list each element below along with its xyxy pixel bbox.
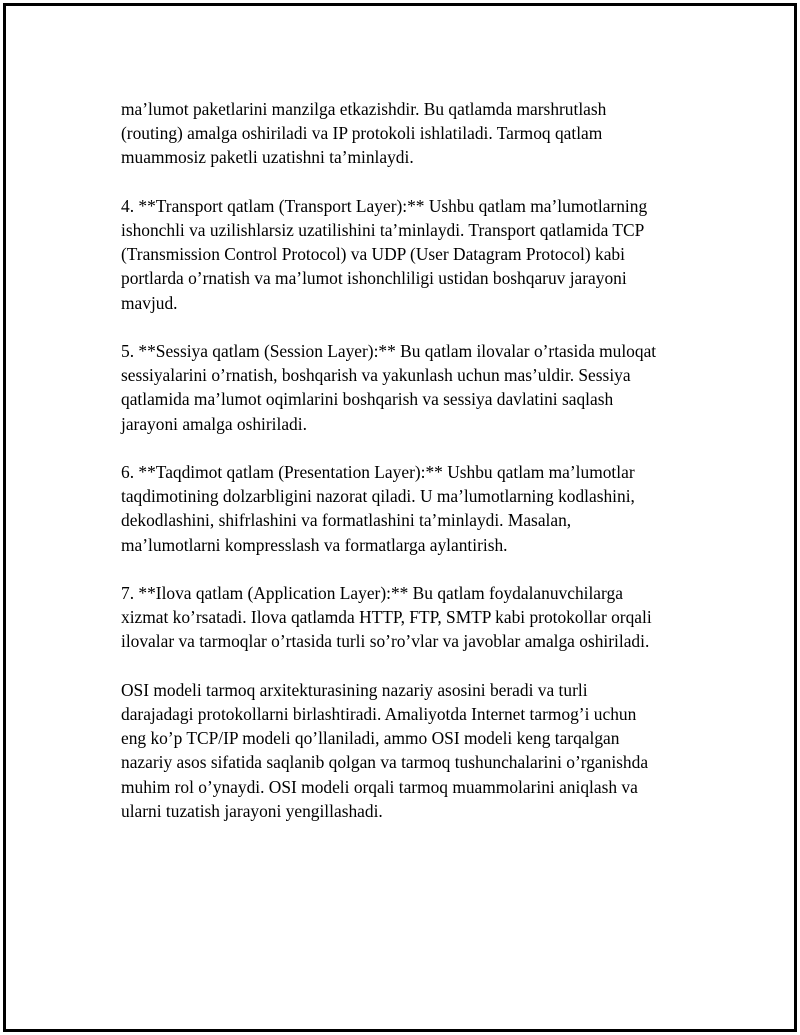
text-line: eng ko’p TCP/IP modeli qo’llaniladi, ammo OSI modeli keng tarqalgan — [121, 728, 620, 749]
text-line: sessiyalarini o’rnatish, boshqarish va yakunlash uchun mas’uldir. Sessiya — [121, 365, 631, 386]
text-line: ishonchli va uzilishlarsiz uzatilishini ta’minlaydi. Transport qatlamida TCP — [121, 220, 645, 240]
paragraph-1 — [121, 97, 721, 170]
paragraph-2 — [121, 194, 721, 315]
text-line: ma’lumot paketlarini manzilga etkazishdir. Bu qatlamda marshrutlash — [121, 99, 607, 119]
text-line: 7. **Ilova qatlam (Application Layer):** Bu qatlam foydalanuvchilarga — [121, 583, 623, 603]
page-frame — [3, 3, 797, 1032]
text-line: 6. **Taqdimot qatlam (Presentation Layer):** Ushbu qatlam ma’lumotlar — [121, 462, 635, 482]
text-line: (Transmission Control Protocol) va UDP (User Datagram Protocol) kabi — [121, 244, 625, 265]
text-line: mavjud. — [121, 292, 178, 313]
text-line: 5. **Sessiya qatlam (Session Layer):** Bu qatlam ilovalar o’rtasida muloqat — [121, 341, 657, 361]
paragraph-6 — [121, 678, 721, 823]
text-line: OSI modeli tarmoq arxitekturasining nazariy asosini beradi va turli — [121, 679, 588, 700]
text-line: xizmat ko’rsatadi. Ilova qatlamda HTTP, FTP, SMTP kabi protokollar orqali — [121, 607, 652, 628]
text-line: dekodlashini, shifrlashini va formatlashini ta’minlaydi. Masalan, — [121, 510, 572, 531]
text-line: taqdimotining dolzarbligini nazorat qiladi. U ma’lumotlarning kodlashini, — [121, 486, 635, 507]
text-line: muammosiz paketli uzatishni ta’minlaydi. — [121, 147, 414, 168]
text-line: jarayoni amalga oshiriladi. — [121, 413, 307, 434]
text-line: nazariy asos sifatida saqlanib qolgan va tarmoq tushunchalarini o’rganishda — [121, 752, 649, 773]
text-line: muhim rol o’ynaydi. OSI modeli orqali tarmoq muammolarini aniqlash va — [121, 776, 638, 797]
document-body — [121, 97, 721, 847]
text-line: ma’lumotlarni kompresslash va formatlarga aylantirish. — [121, 534, 508, 555]
text-line: ularni tuzatish jarayoni yengillashadi. — [121, 800, 383, 821]
text-line: qatlamida ma’lumot oqimlarini boshqarish va sessiya davlatini saqlash — [121, 389, 614, 410]
text-line: ilovalar va tarmoqlar o’rtasida turli so’ro’vlar va javoblar amalga oshiriladi. — [121, 631, 650, 652]
paragraph-3 — [121, 339, 721, 436]
text-line: darajadagi protokollarni birlashtiradi. Amaliyotda Internet tarmog’i uchun — [121, 704, 637, 724]
paragraph-5 — [121, 581, 721, 654]
text-line: portlarda o’rnatish va ma’lumot ishonchliligi ustidan boshqaruv jarayoni — [121, 268, 627, 289]
text-line: (routing) amalga oshiriladi va IP protokoli ishlatiladi. Tarmoq qatlam — [121, 123, 603, 144]
text-line: 4. **Transport qatlam (Transport Layer):** Ushbu qatlam ma’lumotlarning — [121, 195, 648, 216]
paragraph-4 — [121, 460, 721, 557]
